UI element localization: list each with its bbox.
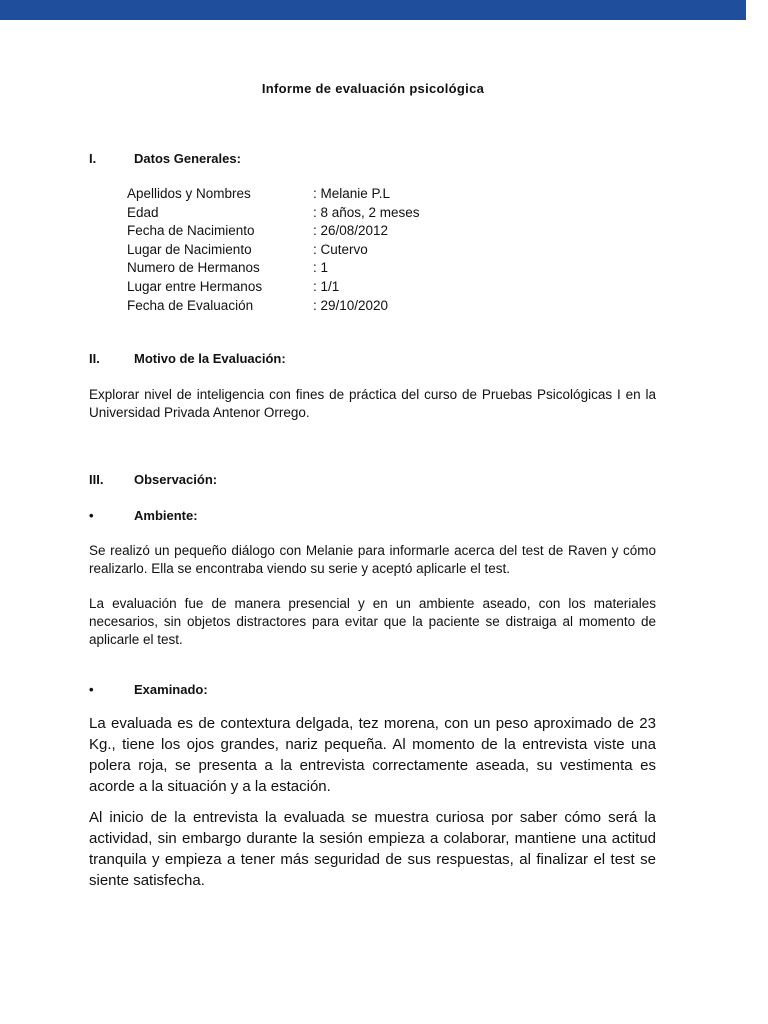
datos-value: : Cutervo (313, 241, 368, 257)
document-title: Informe de evaluación psicológica (261, 81, 485, 96)
subheading-examinado (89, 682, 208, 697)
section-heading-datos-generales (89, 151, 241, 166)
datos-label: Fecha de Evaluación (127, 297, 254, 313)
datos-value: : 29/10/2020 (313, 297, 389, 313)
subsection-title: Examinado: (134, 682, 208, 697)
section-title: Motivo de la Evaluación: (134, 351, 286, 366)
section-title: Observación: (134, 472, 218, 487)
datos-value: : 1 (313, 260, 329, 276)
datos-value: : 8 años, 2 meses (313, 204, 420, 220)
datos-row (127, 222, 420, 241)
datos-row (127, 278, 420, 297)
paragraph-examinado-2: Al inicio de la entrevista la evaluada se muestra curiosa por saber cómo será la actividad, sin embargo durante la sesión empieza a colaborar, mantiene una actitud tranquila y empieza a tener más seguridad de sus respuestas, al finalizar el test se siente satisfecha. (89, 809, 656, 889)
page-gutter (746, 0, 768, 1024)
datos-row (127, 185, 420, 204)
subheading-ambiente (89, 508, 198, 523)
datos-label: Lugar entre Hermanos (127, 278, 263, 294)
datos-row (127, 259, 420, 278)
document-header-bar (0, 0, 746, 20)
datos-label: Lugar de Nacimiento (127, 241, 252, 257)
datos-value: : 1/1 (313, 278, 340, 294)
paragraph-motivo: Explorar nivel de inteligencia con fines de práctica del curso de Pruebas Psicológicas I en la Universidad Privada Antenor Orrego. (89, 387, 656, 420)
datos-value: : 26/08/2012 (313, 223, 389, 239)
section-number: III. (89, 472, 104, 487)
datos-row (127, 297, 420, 316)
bullet: • (89, 508, 94, 523)
paragraph-ambiente-2: La evaluación fue de manera presencial y en un ambiente aseado, con los materiales necesarios, sin objetos distractores para evitar que la paciente se distraiga al momento de aplicarle el test. (89, 596, 656, 647)
subsection-title: Ambiente: (134, 508, 198, 523)
section-number: I. (89, 151, 97, 166)
bullet: • (89, 682, 94, 697)
datos-label: Fecha de Nacimiento (127, 223, 255, 239)
datos-label: Numero de Hermanos (127, 260, 260, 276)
datos-label: Edad (127, 204, 159, 220)
datos-row (127, 204, 420, 223)
datos-row (127, 241, 420, 260)
datos-label: Apellidos y Nombres (127, 186, 251, 201)
paragraph-ambiente-1: Se realizó un pequeño diálogo con Melanie para informarle acerca del test de Raven y cómo realizarlo. Ella se encontraba viendo su serie y aceptó aplicarle el test. (89, 543, 656, 576)
datos-generales-list (127, 185, 420, 315)
paragraph-examinado-1: La evaluada es de contextura delgada, tez morena, con un peso aproximado de 23 Kg., tiene los ojos grandes, nariz pequeña. Al momento de la entrevista viste una polera roja, se presenta a la entrevista correctamente aseada, su vestimenta es acorde a la situación y a la estación. (89, 715, 656, 795)
section-number: II. (89, 351, 100, 366)
section-heading-motivo (89, 351, 286, 366)
datos-value: : Melanie P.L (313, 186, 391, 201)
section-title: Datos Generales: (134, 151, 241, 166)
section-heading-observacion (89, 472, 217, 487)
